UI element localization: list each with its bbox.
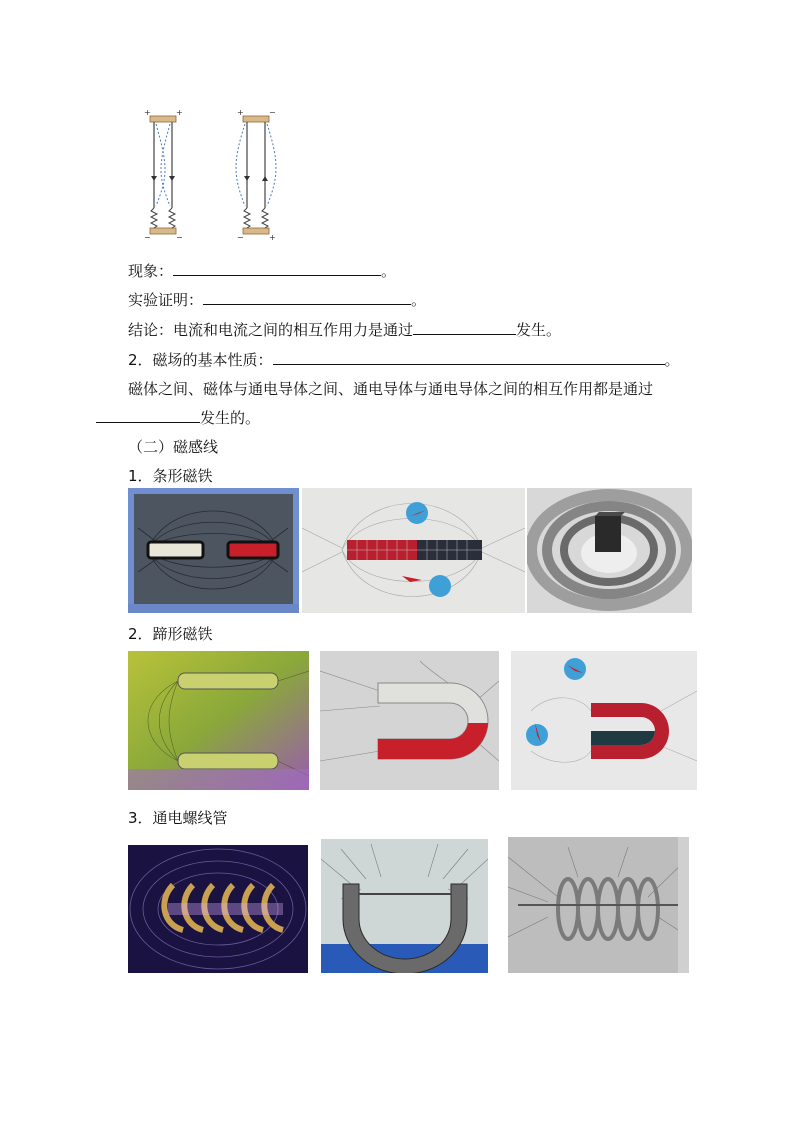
basic-property-blank[interactable] [273,350,665,365]
interaction-blank[interactable] [96,408,200,423]
horseshoe-magnet-heading: 2．蹄形磁铁 [128,625,213,643]
bar-magnet-photo-1 [128,488,299,613]
phenomenon-end: 。 [381,262,397,280]
interaction-line-2 [96,408,260,428]
evidence-end: 。 [411,291,427,309]
conclusion-text: 结论：电流和电流之间的相互作用力是通过 [128,321,414,339]
interaction-end: 发生的。 [200,409,261,427]
horseshoe-magnet-photo-1 [128,651,309,790]
conclusion-blank[interactable] [413,320,516,335]
interaction-line-1: 磁体之间、磁体与通电导体之间、通电导体与通电导体之间的相互作用都是通过 [128,380,654,398]
phenomenon-label: 现象： [128,262,174,280]
bar-magnet-heading: 1．条形磁铁 [128,467,213,485]
bar-magnet-photo-3 [527,488,692,613]
solenoid-heading: 3．通电螺线管 [128,809,228,827]
solenoid-photo-3 [508,837,689,973]
basic-property-text: 2．磁场的基本性质： [128,351,273,369]
conclusion-line [128,320,561,340]
evidence-label: 实验证明： [128,291,204,309]
phenomenon-blank[interactable] [173,261,381,276]
basic-property-end: 。 [664,351,680,369]
diagram-sign: + [144,108,151,117]
horseshoe-magnet-photo-3 [511,651,697,790]
solenoid-photo-1 [128,845,308,973]
diagram-sign: − [269,108,276,117]
section-heading: （二）磁感线 [128,438,219,456]
diagram-sign: − [144,233,151,241]
diagram-sign: − [237,233,244,241]
diagram-sign: − [176,233,183,241]
parallel-wires-diagram [138,106,288,241]
diagram-sign: + [269,233,276,241]
bar-magnet-photo-2 [302,488,525,613]
evidence-blank[interactable] [203,290,411,305]
conclusion-end: 发生。 [516,321,562,339]
diagram-sign: + [176,108,183,117]
phenomenon-line [128,261,396,281]
diagram-sign: + [237,108,244,117]
evidence-line [128,290,426,310]
basic-property-line [128,350,680,370]
horseshoe-magnet-photo-2 [320,651,499,790]
solenoid-photo-2 [321,839,488,973]
